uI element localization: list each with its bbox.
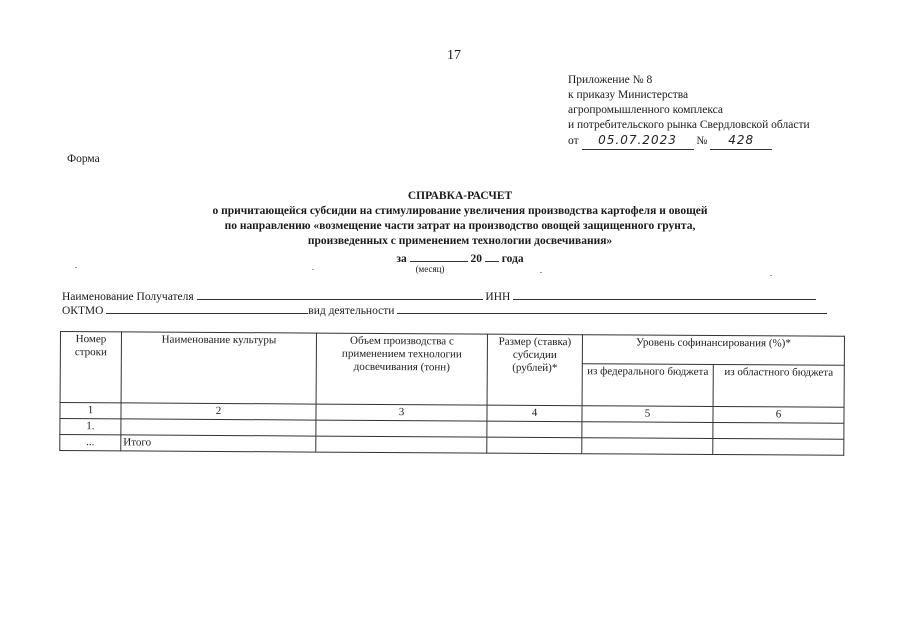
- inn-label: ИНН: [485, 291, 511, 303]
- header-regional: из областного бюджета: [713, 364, 844, 407]
- period-note: (месяц): [415, 264, 445, 274]
- volume-cell: [316, 420, 487, 437]
- federal-cell: [582, 422, 713, 439]
- period-month-blank: [410, 249, 468, 262]
- title-line-3: по направлению «возмещение части затрат на производство овощей защищенного грунта,: [224, 220, 696, 232]
- header-federal: из федерального бюджета: [582, 364, 713, 407]
- oktmo-blank: [106, 301, 308, 314]
- appendix-date-line: [568, 133, 810, 150]
- oktmo-line: [62, 301, 827, 317]
- row-number-cell: ...: [60, 435, 121, 451]
- column-number: 2: [121, 403, 316, 420]
- rate-cell: [487, 437, 582, 454]
- column-number: 1: [60, 403, 121, 419]
- oktmo-label: ОКТМО: [62, 305, 104, 317]
- header-crop-name: Наименование культуры: [121, 332, 316, 404]
- header-volume: Объем производства с применением технологии досвечивания (тонн): [316, 333, 487, 405]
- column-number: 3: [316, 404, 487, 421]
- number-sign: №: [696, 135, 708, 147]
- header-cofinancing: Уровень софинансирования (%)*: [582, 335, 844, 366]
- activity-blank: [397, 301, 827, 314]
- regional-cell: [713, 422, 844, 439]
- title-period: за 20 года: [150, 249, 770, 267]
- recipient-label: Наименование Получателя: [62, 291, 194, 303]
- appendix-block: [568, 73, 810, 150]
- subsidy-table: [59, 331, 845, 456]
- crop-name-cell: [121, 419, 316, 436]
- document-title: [150, 189, 770, 267]
- date-prefix: от: [568, 135, 579, 147]
- title-main: СПРАВКА-РАСЧЕТ: [407, 190, 513, 202]
- regional-cell: [713, 438, 844, 455]
- recipient-blank: [197, 287, 483, 300]
- column-number: 5: [582, 406, 713, 423]
- handwritten-number: 428: [728, 133, 755, 147]
- form-label: Форма: [67, 153, 100, 165]
- title-line-4: произведенных с применением технологии досвечивания»: [307, 235, 613, 247]
- appendix-line-2: к приказу Министерства: [568, 89, 689, 101]
- appendix-line-1: Приложение № 8: [568, 74, 653, 86]
- period-year-blank: [485, 249, 499, 262]
- header-rate: Размер (ставка) субсидии (рублей)*: [487, 334, 582, 406]
- column-number: 6: [713, 406, 844, 423]
- row-number-cell: 1.: [60, 419, 121, 435]
- rate-cell: [487, 421, 582, 438]
- activity-label: вид деятельности: [308, 305, 395, 317]
- header-row-number: Номер строки: [60, 332, 121, 403]
- appendix-line-3: агропромышленного комплекса: [568, 104, 724, 116]
- volume-cell: [316, 436, 487, 453]
- appendix-line-4: и потребительского рынка Свердловской области: [568, 119, 810, 131]
- column-number: 4: [487, 405, 582, 422]
- inn-blank: [513, 287, 816, 300]
- crop-name-cell: Итого: [121, 435, 316, 452]
- federal-cell: [582, 438, 713, 455]
- handwritten-date: 05.07.2023: [598, 133, 677, 147]
- table-row: [60, 435, 844, 456]
- page-number: 17: [447, 48, 461, 63]
- table-header-row: [60, 332, 844, 366]
- title-line-2: о причитающейся субсидии на стимулирование увеличения производства картофеля и овощей: [212, 205, 708, 217]
